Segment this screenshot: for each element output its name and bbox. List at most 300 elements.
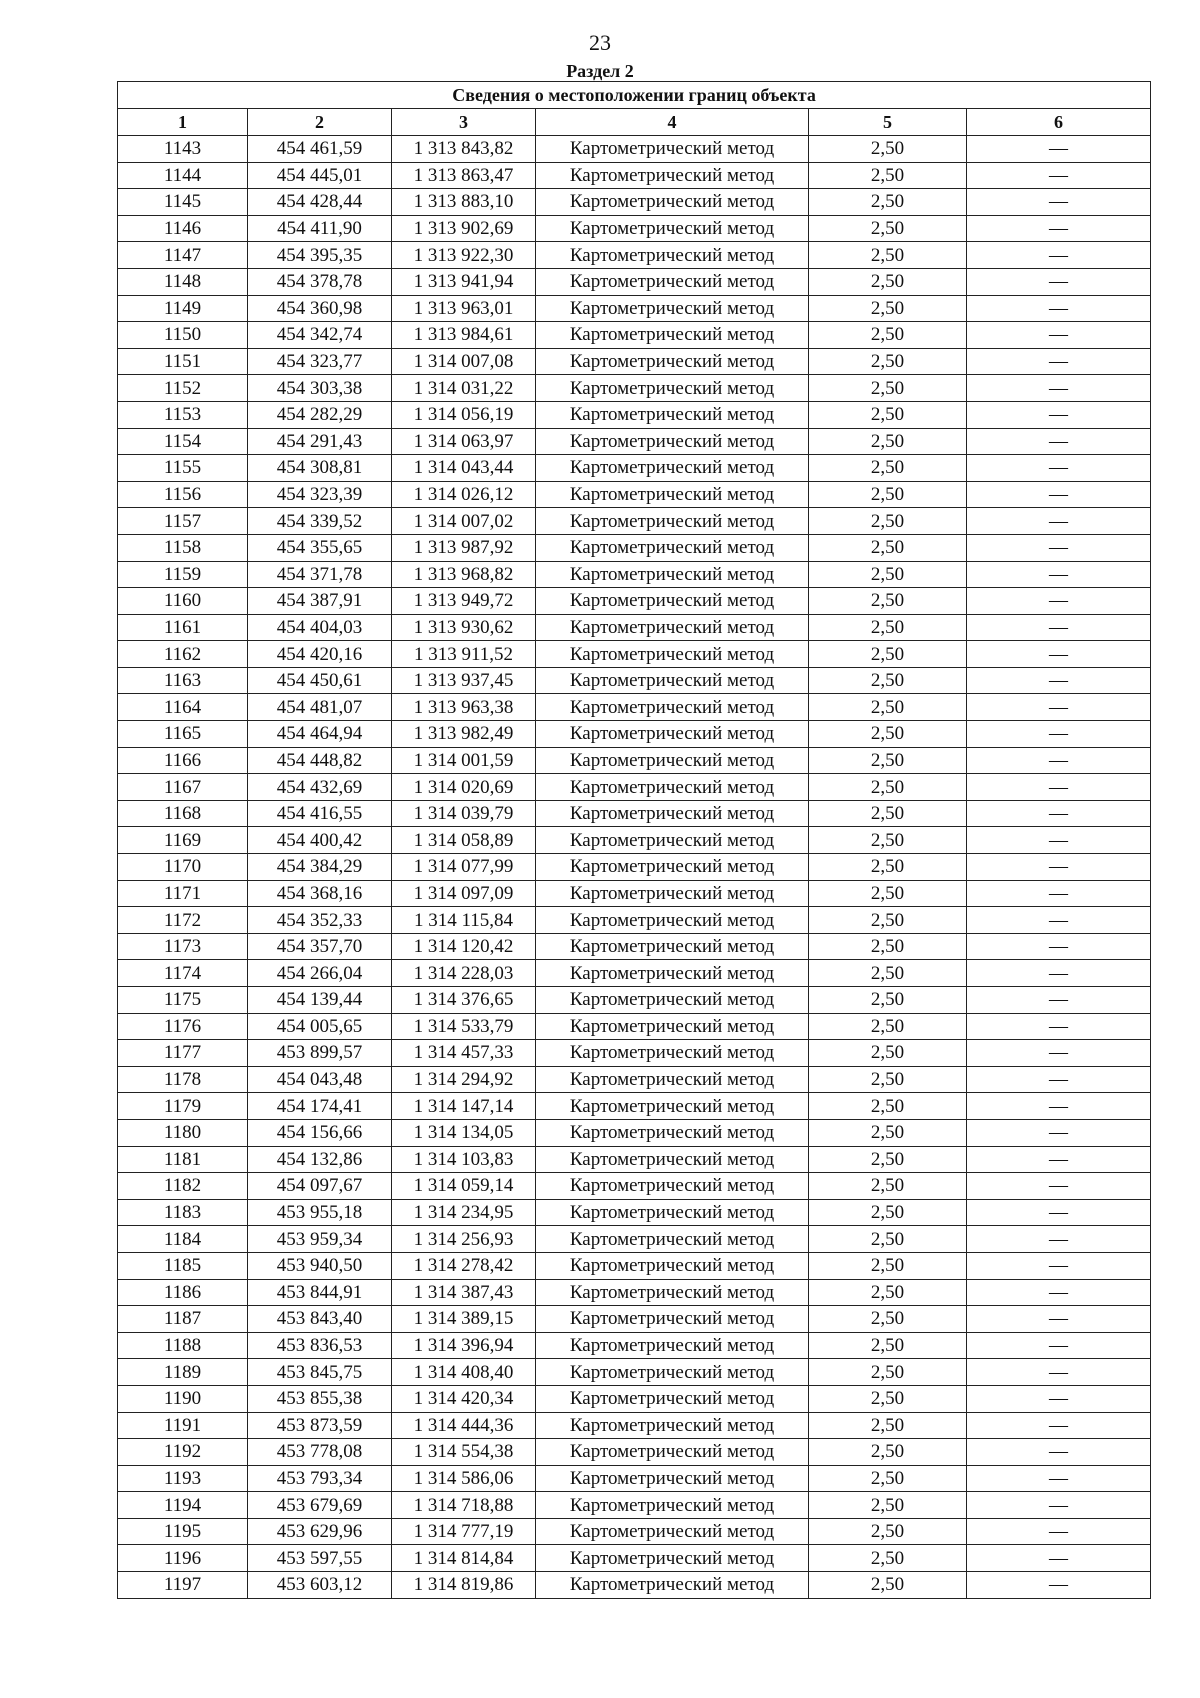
method-cell: Картометрический метод (536, 907, 809, 934)
description-cell: — (967, 1199, 1151, 1226)
accuracy-cell: 2,50 (809, 747, 967, 774)
method-cell: Картометрический метод (536, 1385, 809, 1412)
table-row (118, 721, 1151, 748)
y-coordinate-cell: 1 313 883,10 (392, 189, 536, 216)
table-row (118, 561, 1151, 588)
point-number-cell: 1195 (118, 1518, 248, 1545)
y-coordinate-cell: 1 313 963,38 (392, 694, 536, 721)
x-coordinate-cell: 453 855,38 (248, 1385, 392, 1412)
accuracy-cell: 2,50 (809, 1306, 967, 1333)
x-coordinate-cell: 454 404,03 (248, 614, 392, 641)
point-number-cell: 1182 (118, 1173, 248, 1200)
description-cell: — (967, 268, 1151, 295)
x-coordinate-cell: 453 793,34 (248, 1465, 392, 1492)
x-coordinate-cell: 453 778,08 (248, 1439, 392, 1466)
point-number-cell: 1163 (118, 667, 248, 694)
method-cell: Картометрический метод (536, 561, 809, 588)
y-coordinate-cell: 1 314 389,15 (392, 1306, 536, 1333)
y-coordinate-cell: 1 313 968,82 (392, 561, 536, 588)
accuracy-cell: 2,50 (809, 854, 967, 881)
y-coordinate-cell: 1 313 941,94 (392, 268, 536, 295)
table-row (118, 907, 1151, 934)
accuracy-cell: 2,50 (809, 1385, 967, 1412)
method-cell: Картометрический метод (536, 1066, 809, 1093)
x-coordinate-cell: 453 679,69 (248, 1492, 392, 1519)
accuracy-cell: 2,50 (809, 428, 967, 455)
x-coordinate-cell: 454 360,98 (248, 295, 392, 322)
point-number-cell: 1147 (118, 242, 248, 269)
table-row (118, 1093, 1151, 1120)
y-coordinate-cell: 1 314 147,14 (392, 1093, 536, 1120)
page-number: 23 (589, 30, 611, 55)
description-cell: — (967, 136, 1151, 163)
accuracy-cell: 2,50 (809, 588, 967, 615)
point-number-cell: 1143 (118, 136, 248, 163)
accuracy-cell: 2,50 (809, 1040, 967, 1067)
y-coordinate-cell: 1 314 077,99 (392, 854, 536, 881)
table-row (118, 774, 1151, 801)
accuracy-cell: 2,50 (809, 1173, 967, 1200)
description-cell: — (967, 800, 1151, 827)
x-coordinate-cell: 454 266,04 (248, 960, 392, 987)
table-row (118, 1492, 1151, 1519)
description-cell: — (967, 1146, 1151, 1173)
accuracy-cell: 2,50 (809, 268, 967, 295)
y-coordinate-cell: 1 314 120,42 (392, 933, 536, 960)
x-coordinate-cell: 454 432,69 (248, 774, 392, 801)
x-coordinate-cell: 454 352,33 (248, 907, 392, 934)
x-coordinate-cell: 454 005,65 (248, 1013, 392, 1040)
y-coordinate-cell: 1 314 056,19 (392, 401, 536, 428)
x-coordinate-cell: 454 339,52 (248, 508, 392, 535)
method-cell: Картометрический метод (536, 1332, 809, 1359)
accuracy-cell: 2,50 (809, 455, 967, 482)
x-coordinate-cell: 453 597,55 (248, 1545, 392, 1572)
table-row (118, 322, 1151, 349)
accuracy-cell: 2,50 (809, 907, 967, 934)
method-cell: Картометрический метод (536, 721, 809, 748)
description-cell: — (967, 1572, 1151, 1599)
column-header: 6 (967, 109, 1151, 136)
point-number-cell: 1191 (118, 1412, 248, 1439)
method-cell: Картометрический метод (536, 1492, 809, 1519)
y-coordinate-cell: 1 313 843,82 (392, 136, 536, 163)
table-row (118, 428, 1151, 455)
y-coordinate-cell: 1 314 026,12 (392, 481, 536, 508)
description-cell: — (967, 1545, 1151, 1572)
table-row (118, 800, 1151, 827)
accuracy-cell: 2,50 (809, 1119, 967, 1146)
accuracy-cell: 2,50 (809, 561, 967, 588)
y-coordinate-cell: 1 314 063,97 (392, 428, 536, 455)
description-cell: — (967, 215, 1151, 242)
description-cell: — (967, 481, 1151, 508)
accuracy-cell: 2,50 (809, 933, 967, 960)
x-coordinate-cell: 453 959,34 (248, 1226, 392, 1253)
description-cell: — (967, 1518, 1151, 1545)
accuracy-cell: 2,50 (809, 1226, 967, 1253)
point-number-cell: 1154 (118, 428, 248, 455)
table-row (118, 295, 1151, 322)
x-coordinate-cell: 453 836,53 (248, 1332, 392, 1359)
x-coordinate-cell: 453 603,12 (248, 1572, 392, 1599)
method-cell: Картометрический метод (536, 1013, 809, 1040)
accuracy-cell: 2,50 (809, 508, 967, 535)
accuracy-cell: 2,50 (809, 375, 967, 402)
x-coordinate-cell: 453 899,57 (248, 1040, 392, 1067)
description-cell: — (967, 1279, 1151, 1306)
table-row (118, 375, 1151, 402)
method-cell: Картометрический метод (536, 827, 809, 854)
point-number-cell: 1184 (118, 1226, 248, 1253)
method-cell: Картометрический метод (536, 375, 809, 402)
description-cell: — (967, 1226, 1151, 1253)
table-row (118, 136, 1151, 163)
description-cell: — (967, 375, 1151, 402)
point-number-cell: 1157 (118, 508, 248, 535)
accuracy-cell: 2,50 (809, 1492, 967, 1519)
point-number-cell: 1160 (118, 588, 248, 615)
description-cell: — (967, 1306, 1151, 1333)
method-cell: Картометрический метод (536, 1040, 809, 1067)
accuracy-cell: 2,50 (809, 322, 967, 349)
point-number-cell: 1148 (118, 268, 248, 295)
table-row (118, 854, 1151, 881)
method-cell: Картометрический метод (536, 694, 809, 721)
point-number-cell: 1144 (118, 162, 248, 189)
y-coordinate-cell: 1 314 134,05 (392, 1119, 536, 1146)
description-cell: — (967, 1439, 1151, 1466)
x-coordinate-cell: 453 844,91 (248, 1279, 392, 1306)
method-cell: Картометрический метод (536, 189, 809, 216)
method-cell: Картометрический метод (536, 1226, 809, 1253)
description-cell: — (967, 1412, 1151, 1439)
method-cell: Картометрический метод (536, 1465, 809, 1492)
method-cell: Картометрический метод (536, 1146, 809, 1173)
x-coordinate-cell: 454 139,44 (248, 987, 392, 1014)
y-coordinate-cell: 1 314 718,88 (392, 1492, 536, 1519)
accuracy-cell: 2,50 (809, 721, 967, 748)
point-number-cell: 1194 (118, 1492, 248, 1519)
accuracy-cell: 2,50 (809, 1252, 967, 1279)
accuracy-cell: 2,50 (809, 1146, 967, 1173)
accuracy-cell: 2,50 (809, 534, 967, 561)
table-row (118, 508, 1151, 535)
y-coordinate-cell: 1 314 420,34 (392, 1385, 536, 1412)
point-number-cell: 1146 (118, 215, 248, 242)
method-cell: Картометрический метод (536, 348, 809, 375)
table-row (118, 1199, 1151, 1226)
point-number-cell: 1189 (118, 1359, 248, 1386)
accuracy-cell: 2,50 (809, 1093, 967, 1120)
table-row (118, 1306, 1151, 1333)
table-row (118, 1146, 1151, 1173)
y-coordinate-cell: 1 314 554,38 (392, 1439, 536, 1466)
point-number-cell: 1185 (118, 1252, 248, 1279)
method-cell: Картометрический метод (536, 534, 809, 561)
x-coordinate-cell: 454 371,78 (248, 561, 392, 588)
method-cell: Картометрический метод (536, 1359, 809, 1386)
point-number-cell: 1173 (118, 933, 248, 960)
x-coordinate-cell: 453 940,50 (248, 1252, 392, 1279)
table-row (118, 534, 1151, 561)
x-coordinate-cell: 454 323,77 (248, 348, 392, 375)
accuracy-cell: 2,50 (809, 667, 967, 694)
point-number-cell: 1169 (118, 827, 248, 854)
point-number-cell: 1166 (118, 747, 248, 774)
method-cell: Картометрический метод (536, 242, 809, 269)
description-cell: — (967, 1173, 1151, 1200)
x-coordinate-cell: 454 450,61 (248, 667, 392, 694)
point-number-cell: 1155 (118, 455, 248, 482)
description-cell: — (967, 401, 1151, 428)
column-header: 1 (118, 109, 248, 136)
point-number-cell: 1156 (118, 481, 248, 508)
column-header: 2 (248, 109, 392, 136)
table-row (118, 348, 1151, 375)
method-cell: Картометрический метод (536, 880, 809, 907)
description-cell: — (967, 322, 1151, 349)
description-cell: — (967, 960, 1151, 987)
description-cell: — (967, 508, 1151, 535)
method-cell: Картометрический метод (536, 1173, 809, 1200)
y-coordinate-cell: 1 313 902,69 (392, 215, 536, 242)
table-row (118, 455, 1151, 482)
accuracy-cell: 2,50 (809, 295, 967, 322)
accuracy-cell: 2,50 (809, 1199, 967, 1226)
y-coordinate-cell: 1 314 058,89 (392, 827, 536, 854)
x-coordinate-cell: 453 955,18 (248, 1199, 392, 1226)
accuracy-cell: 2,50 (809, 162, 967, 189)
x-coordinate-cell: 454 355,65 (248, 534, 392, 561)
table-row (118, 1439, 1151, 1466)
table-row (118, 987, 1151, 1014)
description-cell: — (967, 694, 1151, 721)
x-coordinate-cell: 454 132,86 (248, 1146, 392, 1173)
table-row (118, 747, 1151, 774)
x-coordinate-cell: 454 303,38 (248, 375, 392, 402)
table-row (118, 1013, 1151, 1040)
table-row (118, 880, 1151, 907)
description-cell: — (967, 641, 1151, 668)
y-coordinate-cell: 1 314 444,36 (392, 1412, 536, 1439)
y-coordinate-cell: 1 313 982,49 (392, 721, 536, 748)
y-coordinate-cell: 1 314 814,84 (392, 1545, 536, 1572)
point-number-cell: 1181 (118, 1146, 248, 1173)
x-coordinate-cell: 454 395,35 (248, 242, 392, 269)
table-row (118, 614, 1151, 641)
y-coordinate-cell: 1 313 930,62 (392, 614, 536, 641)
method-cell: Картометрический метод (536, 774, 809, 801)
description-cell: — (967, 880, 1151, 907)
point-number-cell: 1192 (118, 1439, 248, 1466)
description-cell: — (967, 827, 1151, 854)
y-coordinate-cell: 1 314 408,40 (392, 1359, 536, 1386)
description-cell: — (967, 1093, 1151, 1120)
accuracy-cell: 2,50 (809, 401, 967, 428)
point-number-cell: 1175 (118, 987, 248, 1014)
y-coordinate-cell: 1 313 984,61 (392, 322, 536, 349)
point-number-cell: 1179 (118, 1093, 248, 1120)
y-coordinate-cell: 1 314 234,95 (392, 1199, 536, 1226)
accuracy-cell: 2,50 (809, 694, 967, 721)
accuracy-cell: 2,50 (809, 136, 967, 163)
table-row (118, 588, 1151, 615)
description-cell: — (967, 933, 1151, 960)
accuracy-cell: 2,50 (809, 880, 967, 907)
y-coordinate-cell: 1 314 103,83 (392, 1146, 536, 1173)
table-row (118, 933, 1151, 960)
description-cell: — (967, 189, 1151, 216)
boundary-coordinates-table (117, 81, 1151, 1599)
table-row (118, 189, 1151, 216)
method-cell: Картометрический метод (536, 455, 809, 482)
point-number-cell: 1168 (118, 800, 248, 827)
table-row (118, 1572, 1151, 1599)
point-number-cell: 1193 (118, 1465, 248, 1492)
y-coordinate-cell: 1 314 376,65 (392, 987, 536, 1014)
point-number-cell: 1165 (118, 721, 248, 748)
table-row (118, 1066, 1151, 1093)
x-coordinate-cell: 454 464,94 (248, 721, 392, 748)
x-coordinate-cell: 454 308,81 (248, 455, 392, 482)
accuracy-cell: 2,50 (809, 242, 967, 269)
description-cell: — (967, 455, 1151, 482)
description-cell: — (967, 534, 1151, 561)
point-number-cell: 1172 (118, 907, 248, 934)
accuracy-cell: 2,50 (809, 481, 967, 508)
description-cell: — (967, 588, 1151, 615)
x-coordinate-cell: 454 448,82 (248, 747, 392, 774)
table-body (118, 136, 1151, 1599)
description-cell: — (967, 854, 1151, 881)
y-coordinate-cell: 1 314 001,59 (392, 747, 536, 774)
table-row (118, 1119, 1151, 1146)
accuracy-cell: 2,50 (809, 614, 967, 641)
accuracy-cell: 2,50 (809, 1439, 967, 1466)
point-number-cell: 1171 (118, 880, 248, 907)
x-coordinate-cell: 454 400,42 (248, 827, 392, 854)
point-number-cell: 1183 (118, 1199, 248, 1226)
x-coordinate-cell: 454 411,90 (248, 215, 392, 242)
point-number-cell: 1152 (118, 375, 248, 402)
accuracy-cell: 2,50 (809, 774, 967, 801)
table-row (118, 1279, 1151, 1306)
method-cell: Картометрический метод (536, 1306, 809, 1333)
description-cell: — (967, 987, 1151, 1014)
y-coordinate-cell: 1 314 043,44 (392, 455, 536, 482)
method-cell: Картометрический метод (536, 268, 809, 295)
method-cell: Картометрический метод (536, 1439, 809, 1466)
method-cell: Картометрический метод (536, 614, 809, 641)
x-coordinate-cell: 453 845,75 (248, 1359, 392, 1386)
description-cell: — (967, 1119, 1151, 1146)
x-coordinate-cell: 454 461,59 (248, 136, 392, 163)
y-coordinate-cell: 1 314 278,42 (392, 1252, 536, 1279)
point-number-cell: 1150 (118, 322, 248, 349)
y-coordinate-cell: 1 313 911,52 (392, 641, 536, 668)
y-coordinate-cell: 1 313 922,30 (392, 242, 536, 269)
table-row (118, 960, 1151, 987)
x-coordinate-cell: 454 445,01 (248, 162, 392, 189)
table-row (118, 1252, 1151, 1279)
method-cell: Картометрический метод (536, 667, 809, 694)
point-number-cell: 1187 (118, 1306, 248, 1333)
description-cell: — (967, 428, 1151, 455)
point-number-cell: 1149 (118, 295, 248, 322)
accuracy-cell: 2,50 (809, 1279, 967, 1306)
description-cell: — (967, 1492, 1151, 1519)
method-cell: Картометрический метод (536, 1252, 809, 1279)
description-cell: — (967, 1332, 1151, 1359)
accuracy-cell: 2,50 (809, 1359, 967, 1386)
table-row (118, 242, 1151, 269)
x-coordinate-cell: 454 420,16 (248, 641, 392, 668)
description-cell: — (967, 295, 1151, 322)
description-cell: — (967, 1385, 1151, 1412)
y-coordinate-cell: 1 314 294,92 (392, 1066, 536, 1093)
x-coordinate-cell: 454 323,39 (248, 481, 392, 508)
accuracy-cell: 2,50 (809, 987, 967, 1014)
y-coordinate-cell: 1 314 586,06 (392, 1465, 536, 1492)
accuracy-cell: 2,50 (809, 1332, 967, 1359)
description-cell: — (967, 774, 1151, 801)
method-cell: Картометрический метод (536, 1119, 809, 1146)
table-row (118, 1173, 1151, 1200)
description-cell: — (967, 747, 1151, 774)
table-caption: Сведения о местоположении границ объекта (118, 82, 1151, 109)
method-cell: Картометрический метод (536, 987, 809, 1014)
point-number-cell: 1164 (118, 694, 248, 721)
accuracy-cell: 2,50 (809, 827, 967, 854)
y-coordinate-cell: 1 314 020,69 (392, 774, 536, 801)
accuracy-cell: 2,50 (809, 960, 967, 987)
y-coordinate-cell: 1 314 007,08 (392, 348, 536, 375)
method-cell: Картометрический метод (536, 747, 809, 774)
point-number-cell: 1161 (118, 614, 248, 641)
description-cell: — (967, 561, 1151, 588)
description-cell: — (967, 614, 1151, 641)
description-cell: — (967, 1040, 1151, 1067)
x-coordinate-cell: 454 043,48 (248, 1066, 392, 1093)
table-row (118, 1385, 1151, 1412)
method-cell: Картометрический метод (536, 322, 809, 349)
x-coordinate-cell: 454 368,16 (248, 880, 392, 907)
table-row (118, 694, 1151, 721)
table-row (118, 481, 1151, 508)
accuracy-cell: 2,50 (809, 1545, 967, 1572)
column-header: 5 (809, 109, 967, 136)
point-number-cell: 1176 (118, 1013, 248, 1040)
method-cell: Картометрический метод (536, 481, 809, 508)
method-cell: Картометрический метод (536, 428, 809, 455)
point-number-cell: 1180 (118, 1119, 248, 1146)
accuracy-cell: 2,50 (809, 1572, 967, 1599)
y-coordinate-cell: 1 314 396,94 (392, 1332, 536, 1359)
table-row (118, 1412, 1151, 1439)
description-cell: — (967, 348, 1151, 375)
point-number-cell: 1178 (118, 1066, 248, 1093)
table-row (118, 1518, 1151, 1545)
column-header: 4 (536, 109, 809, 136)
description-cell: — (967, 1013, 1151, 1040)
description-cell: — (967, 162, 1151, 189)
method-cell: Картометрический метод (536, 1093, 809, 1120)
point-number-cell: 1174 (118, 960, 248, 987)
table-row (118, 215, 1151, 242)
method-cell: Картометрический метод (536, 588, 809, 615)
table-header-row (118, 109, 1151, 136)
